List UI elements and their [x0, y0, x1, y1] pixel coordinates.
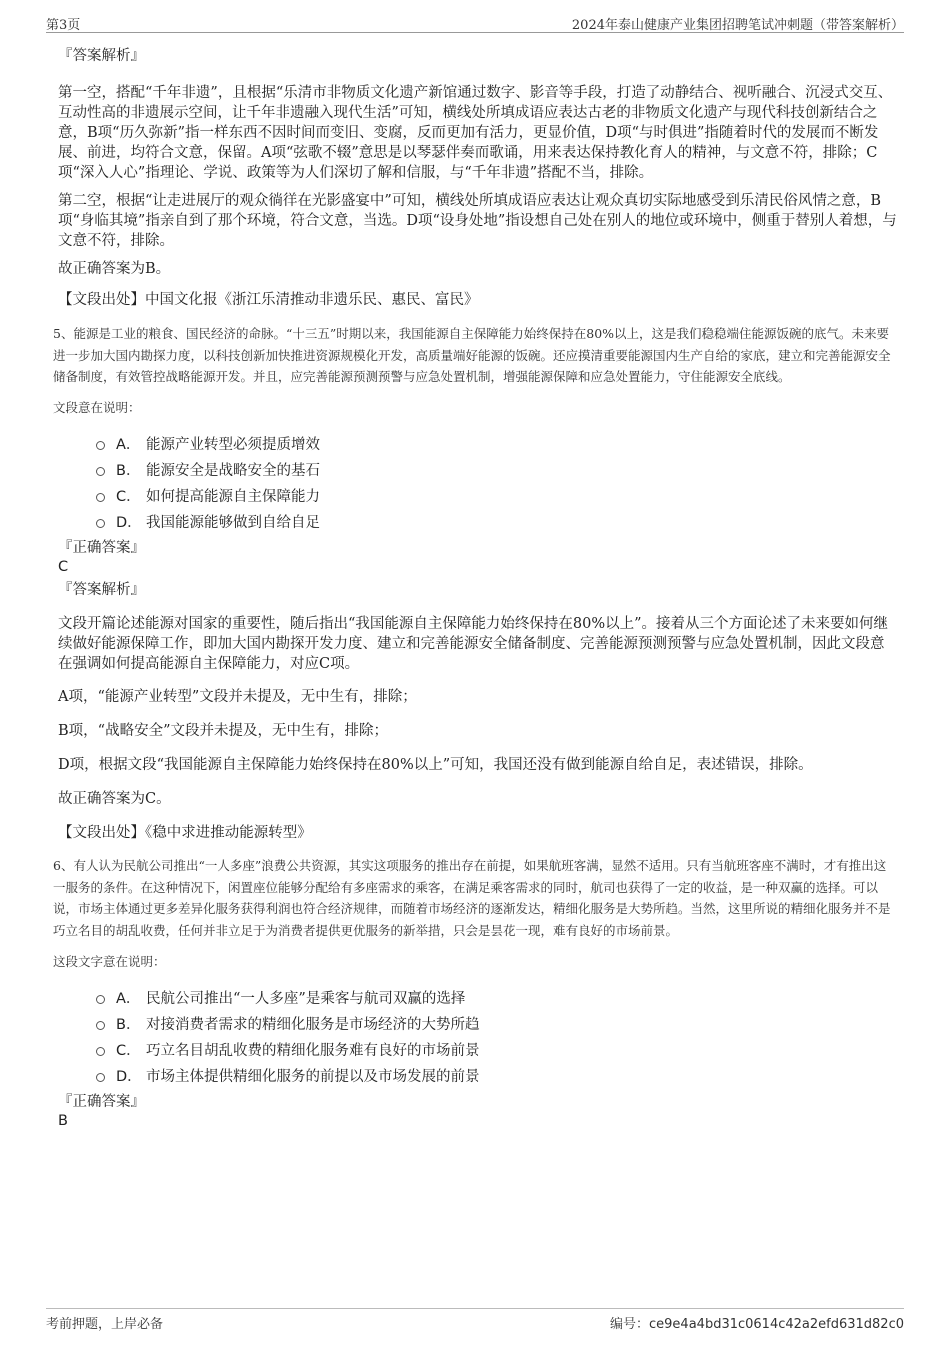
code-value: ce9e4a4bd31c0614c42a2efd631d82c0 — [649, 1317, 904, 1332]
radio-icon[interactable] — [96, 519, 105, 528]
source-citation: 【文段出处】中国文化报《浙江乐清推动非遗乐民、惠民、富民》 — [58, 292, 479, 308]
option-a[interactable]: A． 民航公司推出“一人多座”是乘客与航司双赢的选择 — [58, 986, 898, 1012]
option-d[interactable]: D． 我国能源能够做到自给自足 — [58, 510, 898, 536]
document-title: 2024年泰山健康产业集团招聘笔试冲刺题（带答案解析） — [571, 18, 904, 33]
page-footer — [46, 1308, 904, 1331]
question-6-prompt: 这段文字意在说明： — [53, 954, 166, 969]
page-content — [53, 44, 898, 1130]
answer-conclusion: 故正确答案为C。 — [58, 791, 171, 807]
correct-answer-heading: 『正确答案』 — [58, 540, 145, 556]
option-d[interactable]: D． 市场主体提供精细化服务的前提以及市场发展的前景 — [58, 1064, 898, 1090]
radio-icon[interactable] — [96, 441, 105, 450]
radio-icon[interactable] — [96, 493, 105, 502]
correct-answer-heading: 『正确答案』 — [58, 1093, 145, 1110]
option-a[interactable]: A． 能源产业转型必须提质增效 — [58, 432, 898, 458]
analysis-paragraph: B项，“战略安全”文段并未提及，无中生有，排除； — [58, 723, 388, 739]
analysis-heading: 『答案解析』 — [58, 48, 145, 64]
option-b[interactable]: B． 能源安全是战略安全的基石 — [58, 458, 898, 484]
radio-icon[interactable] — [96, 1021, 105, 1030]
correct-answer: B — [58, 1112, 68, 1129]
page-number: 第3页 — [46, 18, 81, 33]
source-citation: 【文段出处】《稳中求进推动能源转型》 — [58, 825, 312, 841]
document-code — [610, 1313, 904, 1332]
option-b[interactable]: B． 对接消费者需求的精细化服务是市场经济的大势所趋 — [58, 1012, 898, 1038]
analysis-paragraph: A项，“能源产业转型”文段并未提及，无中生有，排除； — [58, 689, 417, 705]
correct-answer: C — [58, 559, 69, 575]
option-c[interactable]: C． 巧立名目胡乱收费的精细化服务难有良好的市场前景 — [58, 1038, 898, 1064]
analysis-paragraph: D项，根据文段“我国能源自主保障能力始终保持在80%以上”可知，我国还没有做到能源自给自足，表述错误，排除。 — [58, 757, 813, 773]
code-label: 编号： — [610, 1317, 650, 1332]
question-5-options — [58, 432, 898, 536]
radio-icon[interactable] — [96, 1073, 105, 1082]
radio-icon[interactable] — [96, 467, 105, 476]
answer-conclusion: 故正确答案为B。 — [58, 261, 171, 277]
footer-note: 考前押题，上岸必备 — [46, 1317, 164, 1332]
analysis-heading: 『答案解析』 — [58, 582, 145, 598]
analysis-paragraph: 第二空，根据“让走进展厅的观众徜徉在光影盛宴中”可知，横线处所填成语应表达让观众真切实际地感受到乐清民俗风情之意，B项“身临其境”指亲自到了那个环境，符合文意，当选。D项“设身处地”指设想自己处在别人的地位或环境中，侧重于替别人着想，与文意不符，排除。 — [58, 193, 897, 249]
page-header — [46, 10, 904, 33]
question-6-text: 6、有人认为民航公司推出“一人多座”浪费公共资源，其实这项服务的推出存在前提，如果航班客满，显然不适用。只有当航班客座不满时，才有推出这一服务的条件。在这种情况下，闲置座位能够分配给有多座需求的乘客，在满足乘客需求的同时，航司也获得了一定的收益，是一种双赢的选择。可以说，市场主体通过更多差异化服务获得利润也符合经济规律，而随着市场经济的逐渐发达，精细化服务是大势所趋。当然，这里所说的精细化服务并不是巧立名目的胡乱收费，任何并非立足于为消费者提供更优服务的新举措，只会是昙花一现，难有良好的市场前景。 — [53, 858, 891, 938]
radio-icon[interactable] — [96, 1047, 105, 1056]
analysis-paragraph: 文段开篇论述能源对国家的重要性，随后指出“我国能源自主保障能力始终保持在80%以上”。接着从三个方面论述了未来要如何继续做好能源保障工作，即加大国内勘探开发力度、建立和完善能源安全储备制度、完善能源预测预警与应急处置机制，因此文段意在强调如何提高能源自主保障能力，对应C项。 — [58, 616, 889, 672]
question-5-prompt: 文段意在说明： — [53, 399, 141, 415]
analysis-paragraph: 第一空，搭配“千年非遗”，且根据“乐清市非物质文化遗产新馆通过数字、影音等手段，打造了动静结合、视听融合、沉浸式交互、互动性高的非遗展示空间，让千年非遗融入现代生活”可知，横线处所填成语应表达古老的非物质文化遗产与现代科技创新结合之意，B项“历久弥新”指一样东西不因时间而变旧、变腐，反而更加有活力，更显价值，D项“与时俱进”指随着时代的发展而不断发展、前进，均符合文意，保留。A项“弦歌不辍”意思是以琴瑟伴奏而歌诵，用来表达保持教化育人的精神，与文意不符，排除；C项“深入人心”指理论、学说、政策等为人们深切了解和信服，与“千年非遗”搭配不当，排除。 — [58, 85, 893, 181]
option-c[interactable]: C． 如何提高能源自主保障能力 — [58, 484, 898, 510]
question-5-text: 5、能源是工业的粮食、国民经济的命脉。“十三五”时期以来，我国能源自主保障能力始终保持在80%以上，这是我们稳稳端住能源饭碗的底气。未来要进一步加大国内勘探力度，以科技创新加快推进资源规模化开发，高质量端好能源的饭碗。还应摸清重要能源国内生产自给的家底，建立和完善能源安全储备制度，有效管控战略能源开发。并且，应完善能源预测预警与应急处置机制，增强能源保障和应急处置能力，守住能源安全底线。 — [53, 326, 891, 384]
question-6-options — [58, 986, 898, 1090]
radio-icon[interactable] — [96, 995, 105, 1004]
